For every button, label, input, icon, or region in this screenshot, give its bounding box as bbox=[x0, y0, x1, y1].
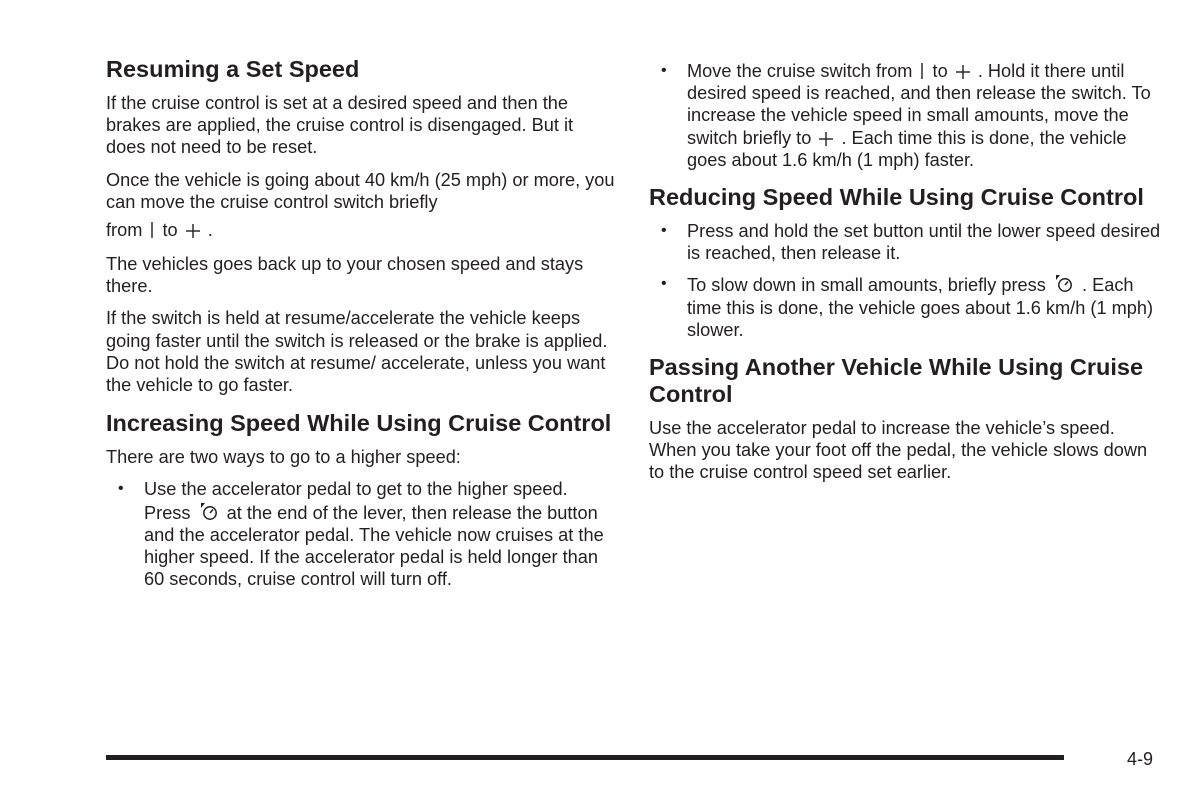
right-column bbox=[649, 56, 1161, 494]
cruise-set-icon bbox=[199, 501, 219, 521]
paragraph: If the switch is held at resume/accelerate the vehicle keeps going faster until the switch is released or the brake is applied. Do not hold the switch at resume/ accelerate, unless you want the vehicle to go faster. bbox=[106, 308, 608, 396]
list-item bbox=[649, 273, 1161, 341]
bullet-marker: • bbox=[661, 62, 667, 79]
paragraph bbox=[106, 169, 616, 243]
footer-rule bbox=[106, 755, 1064, 760]
list-item bbox=[106, 478, 616, 590]
heading-passing-another-vehicle: Passing Another Vehicle While Using Cruise Control bbox=[649, 354, 1144, 408]
cruise-set-icon bbox=[1054, 273, 1074, 293]
paragraph: The vehicles goes back up to your chosen speed and stays there. bbox=[106, 254, 584, 297]
paragraph-text: to bbox=[162, 220, 178, 241]
list-item-text: Press and hold the set button until the lower speed desired is reached, then release it. bbox=[687, 221, 1161, 264]
bullet-list bbox=[106, 478, 616, 590]
bullet-marker: • bbox=[118, 480, 124, 498]
list-item-text: . Hold it there until desired speed is reached, and then release the switch. To increase the vehicle speed in small amounts, move the switch briefly to bbox=[687, 61, 1151, 148]
bullet-marker: • bbox=[661, 275, 667, 293]
paragraph-symbol-line bbox=[106, 217, 213, 243]
list-item-text: to bbox=[932, 61, 948, 81]
bullet-list bbox=[649, 60, 1161, 171]
list-item-text: at the end of the lever, then release the button and the accelerator pedal. The vehicle now cruises at the higher speed. If the accelerator pedal is held longer than 60 seconds, cruise control will turn off. bbox=[144, 502, 604, 590]
paragraph: There are two ways to go to a higher speed: bbox=[106, 447, 461, 468]
paragraph: Use the accelerator pedal to increase the vehicle’s speed. When you take your foot off the pedal, the vehicle slows down to the cruise control speed set earlier. bbox=[649, 418, 1148, 483]
list-item-text: Use the accelerator pedal to get to the higher speed. Press bbox=[144, 479, 568, 523]
bullet-marker: • bbox=[661, 222, 667, 240]
switch-off-position-icon bbox=[920, 63, 924, 79]
list-item bbox=[649, 60, 1161, 171]
list-item bbox=[649, 220, 1161, 264]
heading-increasing-speed: Increasing Speed While Using Cruise Control bbox=[106, 410, 612, 437]
paragraph-text: . bbox=[207, 220, 213, 241]
list-item-text: Move the cruise switch from bbox=[687, 61, 913, 81]
left-column bbox=[106, 56, 616, 603]
page-number: 4-9 bbox=[1127, 749, 1154, 769]
paragraph-text: from bbox=[106, 220, 143, 241]
list-item-text: . Each time this is done, the vehicle goes about 1.6 km/h (1 mph) faster. bbox=[687, 127, 1127, 170]
plus-icon bbox=[186, 224, 200, 238]
list-item-text: . Each time this is done, the vehicle goes about 1.6 km/h (1 mph) slower. bbox=[687, 275, 1154, 340]
paragraph-text: Once the vehicle is going about 40 km/h (25 mph) or more, you can move the cruise control switch briefly bbox=[106, 169, 615, 212]
list-item-text: To slow down in small amounts, briefly press bbox=[687, 275, 1046, 296]
plus-icon bbox=[819, 132, 833, 146]
switch-off-position-icon bbox=[150, 222, 154, 238]
heading-reducing-speed: Reducing Speed While Using Cruise Control bbox=[649, 184, 1144, 211]
bullet-list bbox=[649, 220, 1161, 341]
heading-resuming-set-speed: Resuming a Set Speed bbox=[106, 56, 360, 82]
plus-icon bbox=[956, 65, 970, 79]
paragraph: If the cruise control is set at a desired speed and then the brakes are applied, the cruise control is disengaged. But it does not need to be reset. bbox=[106, 93, 574, 158]
